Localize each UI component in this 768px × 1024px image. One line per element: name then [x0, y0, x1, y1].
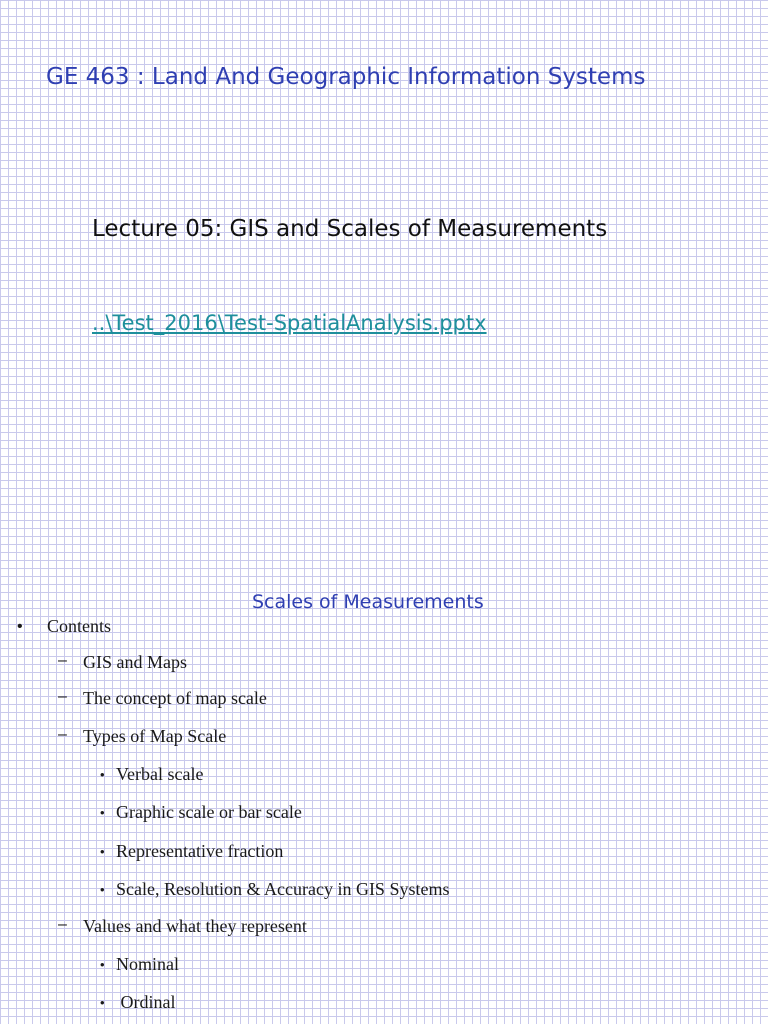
- bullet-dash-icon: –: [58, 726, 67, 743]
- list-item-ordinal: Ordinal: [116, 992, 176, 1012]
- bullet-dash-icon: –: [58, 916, 67, 933]
- bullet-dot-icon: •: [100, 995, 105, 1010]
- list-item-nominal: Nominal: [116, 954, 179, 974]
- list-item-graphic-scale: Graphic scale or bar scale: [116, 802, 302, 822]
- contents-label: Contents: [47, 616, 112, 636]
- bullet-dash-icon: –: [58, 652, 67, 669]
- section-title: Scales of Measurements: [252, 591, 484, 613]
- bullet-dot-icon: •: [100, 957, 105, 972]
- lecture-title: Lecture 05: GIS and Scales of Measurements: [92, 216, 608, 242]
- bullet-dot-icon: •: [100, 767, 105, 782]
- bullet-dot-icon: •: [100, 882, 105, 897]
- bullet-dot-icon: •: [100, 805, 105, 820]
- list-item-scale-resolution-accuracy: Scale, Resolution & Accuracy in GIS Systems: [116, 879, 450, 899]
- bullet-dot-icon: •: [100, 844, 105, 859]
- list-item-map-scale-types: Types of Map Scale: [83, 726, 227, 746]
- list-item-gis-maps: GIS and Maps: [83, 652, 187, 672]
- course-title: GE 463 : Land And Geographic Information Systems: [46, 64, 646, 90]
- list-item-map-scale-concept: The concept of map scale: [83, 688, 267, 708]
- presentation-file-link[interactable]: ..\Test_2016\Test-SpatialAnalysis.pptx: [92, 311, 487, 335]
- list-item-representative-fraction: Representative fraction: [116, 841, 284, 861]
- bullet-dash-icon: –: [58, 688, 67, 705]
- bullet-dot-icon: •: [17, 618, 23, 635]
- list-item-values: Values and what they represent: [83, 916, 307, 936]
- list-item-verbal-scale: Verbal scale: [116, 764, 204, 784]
